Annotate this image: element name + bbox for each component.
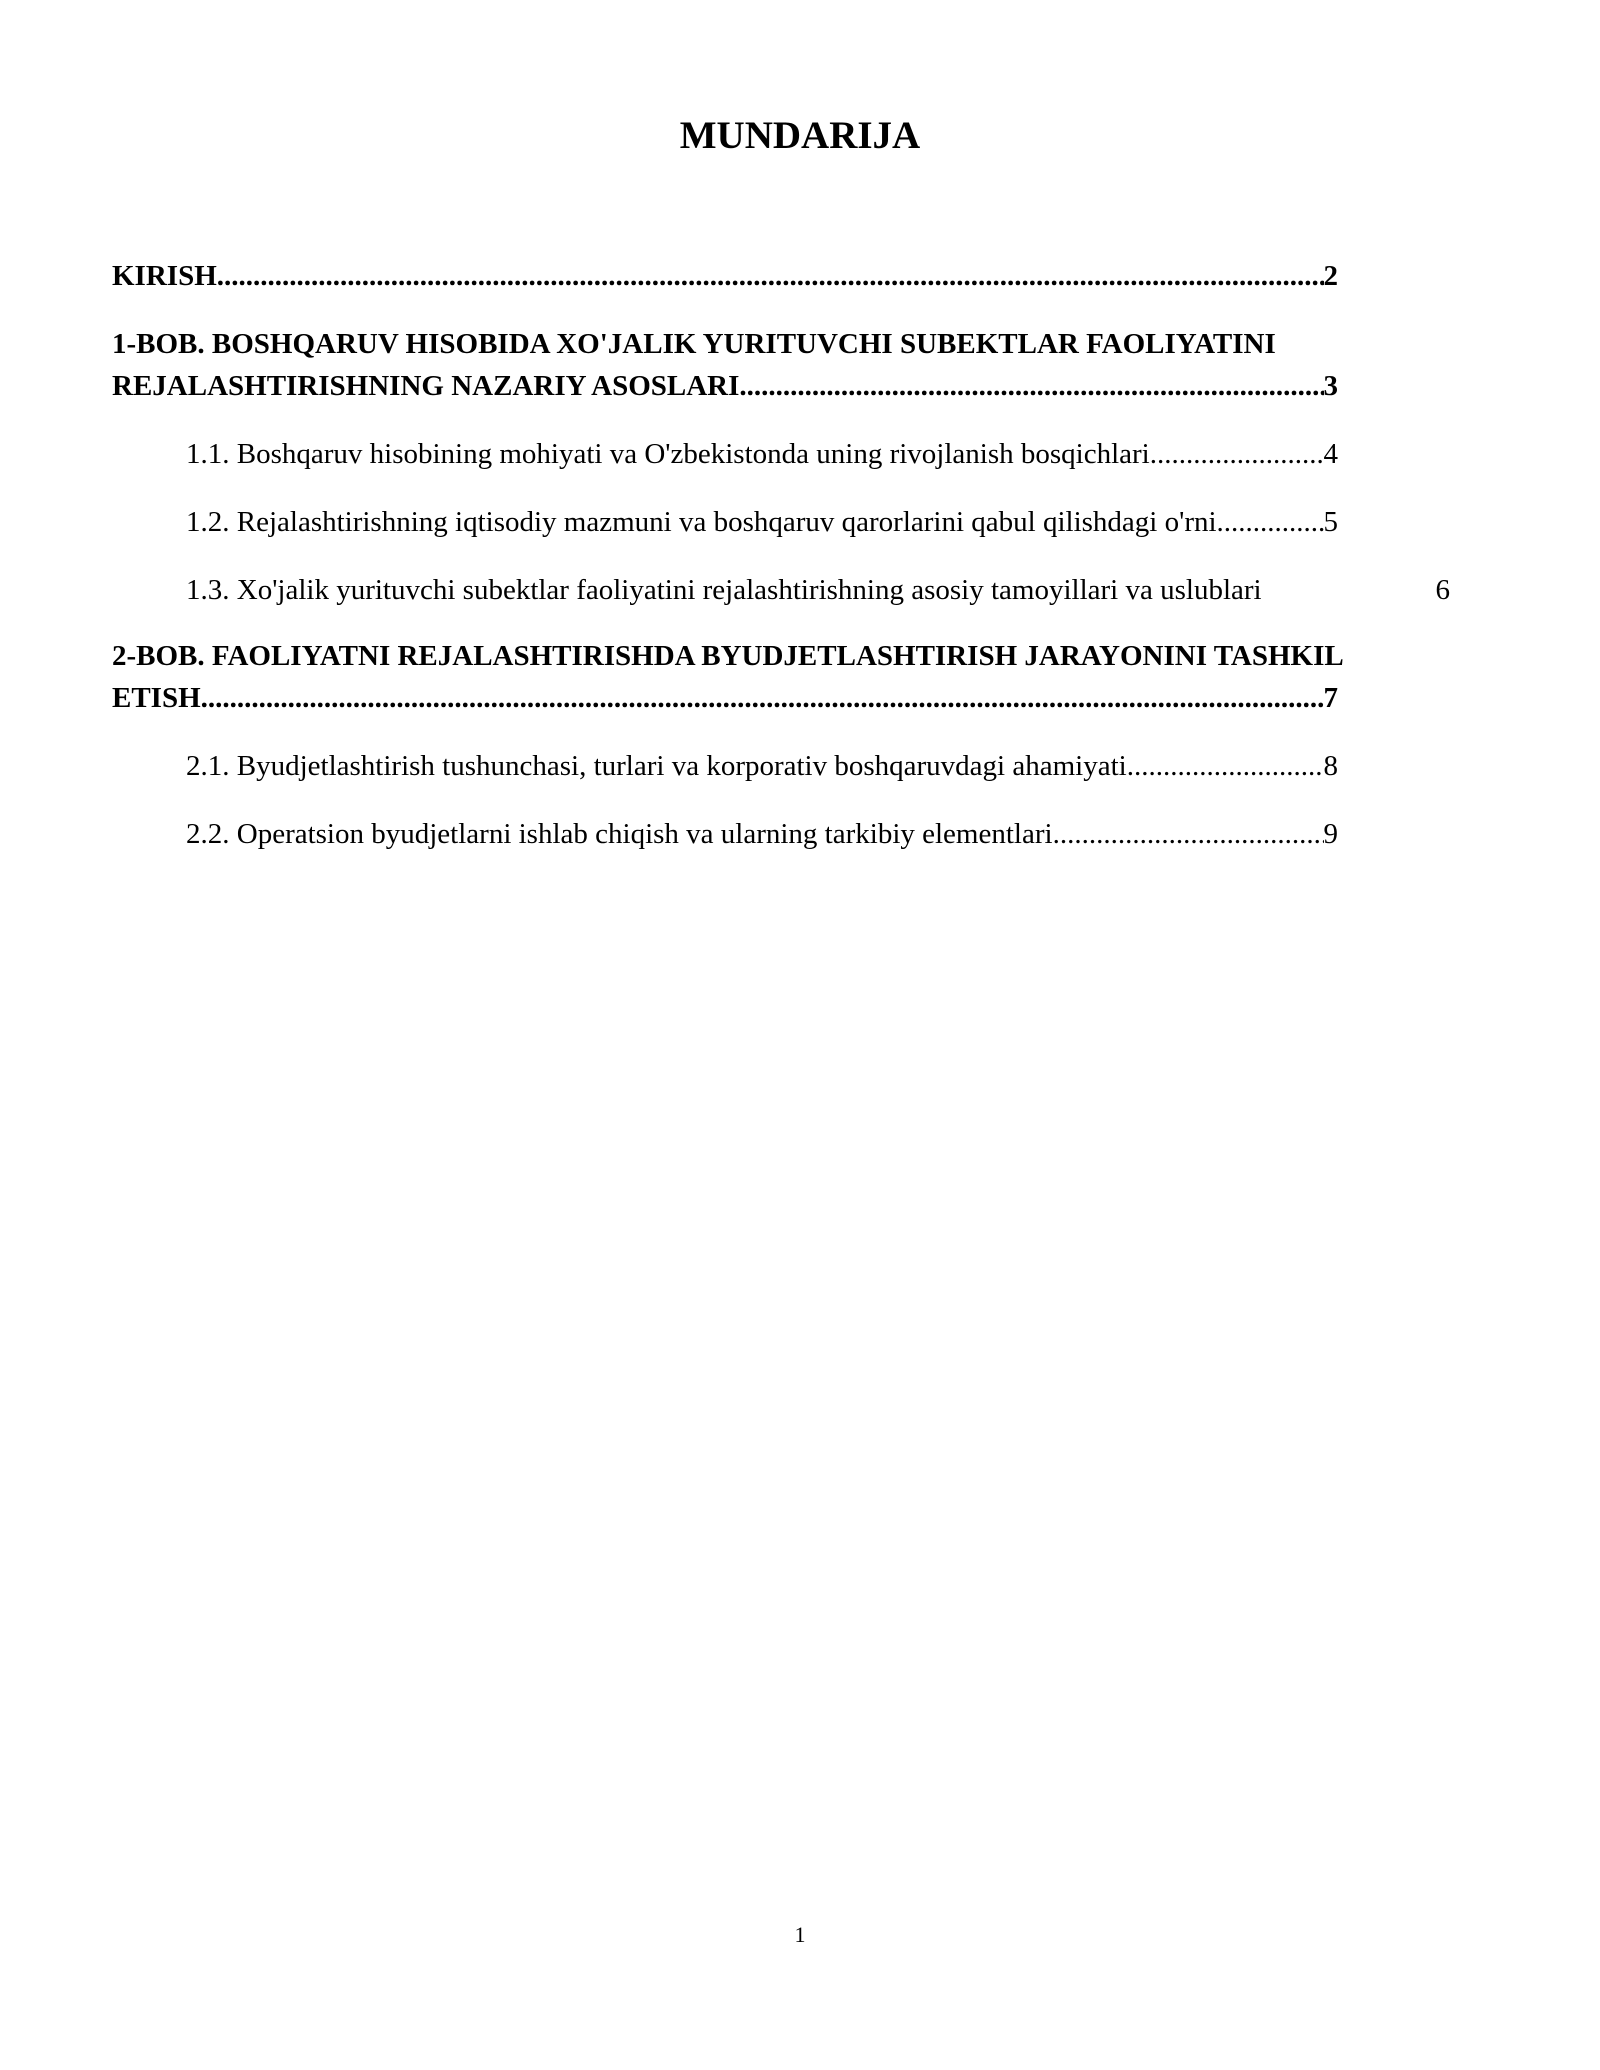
toc-entry-label: 1.2. Rejalashtirishning iqtisodiy mazmuni va boshqaruv qarorlarini qabul qilishdagi o'rni [186,506,1217,538]
toc-entry-1-3[interactable] [186,570,1450,610]
toc-leader-dots [1217,502,1324,542]
toc-leader-dots [1127,746,1324,786]
toc-leader-dots [217,256,1324,296]
toc-page-number: 7 [1323,682,1338,714]
toc-chapter-2-line-2[interactable] [112,678,1338,718]
toc-page-number: 3 [1323,370,1338,402]
toc-entry-2-1[interactable] [186,746,1338,786]
toc-leader-dots [201,678,1324,718]
toc-entry-label: 2.2. Operatsion byudjetlarni ishlab chiqish va ularning tarkibiy elementlari [186,818,1053,850]
toc-entry-kirish[interactable] [112,256,1338,296]
toc-leader-dots [1150,434,1324,474]
toc-page-number: 5 [1323,506,1338,538]
toc-entry-1-1[interactable] [186,434,1338,474]
toc-entry-label: 1.1. Boshqaruv hisobining mohiyati va O'zbekistonda uning rivojlanish bosqichlari [186,438,1150,470]
toc-chapter-1-line-2[interactable] [112,366,1338,406]
toc-chapter-1-line-1[interactable]: 1-BOB. BOSHQARUV HISOBIDA XO'JALIK YURITUVCHI SUBEKTLAR FAOLIYATINI [112,328,1276,360]
page-title: MUNDARIJA [679,114,921,157]
toc-entry-label: ETISH [112,682,201,714]
toc-entry-label: 2.1. Byudjetlashtirish tushunchasi, turlari va korporativ boshqaruvdagi ahamiyati [186,750,1127,782]
toc-entry-label: 1.3. Xo'jalik yurituvchi subektlar faoliyatini rejalashtirishning asosiy tamoyillari va uslublari [186,574,1262,606]
toc-entry-2-2[interactable] [186,814,1338,854]
toc-entry-1-2[interactable] [186,502,1338,542]
toc-chapter-2-line-1[interactable]: 2-BOB. FAOLIYATNI REJALASHTIRISHDA BYUDJETLASHTIRISH JARAYONINI TASHKIL [112,640,1344,672]
toc-page-number: 4 [1323,438,1338,470]
toc-page-number: 2 [1323,260,1338,292]
toc-page-number: 8 [1323,750,1338,782]
page-number: 1 [794,1922,806,1947]
toc-entry-label: KIRISH [112,260,217,292]
toc-leader-dots [739,366,1323,406]
toc-leader-dots [1053,814,1324,854]
toc-page-number: 9 [1323,818,1338,850]
toc-page-number: 6 [1435,574,1450,606]
toc-entry-label: REJALASHTIRISHNING NAZARIY ASOSLARI [112,370,740,402]
